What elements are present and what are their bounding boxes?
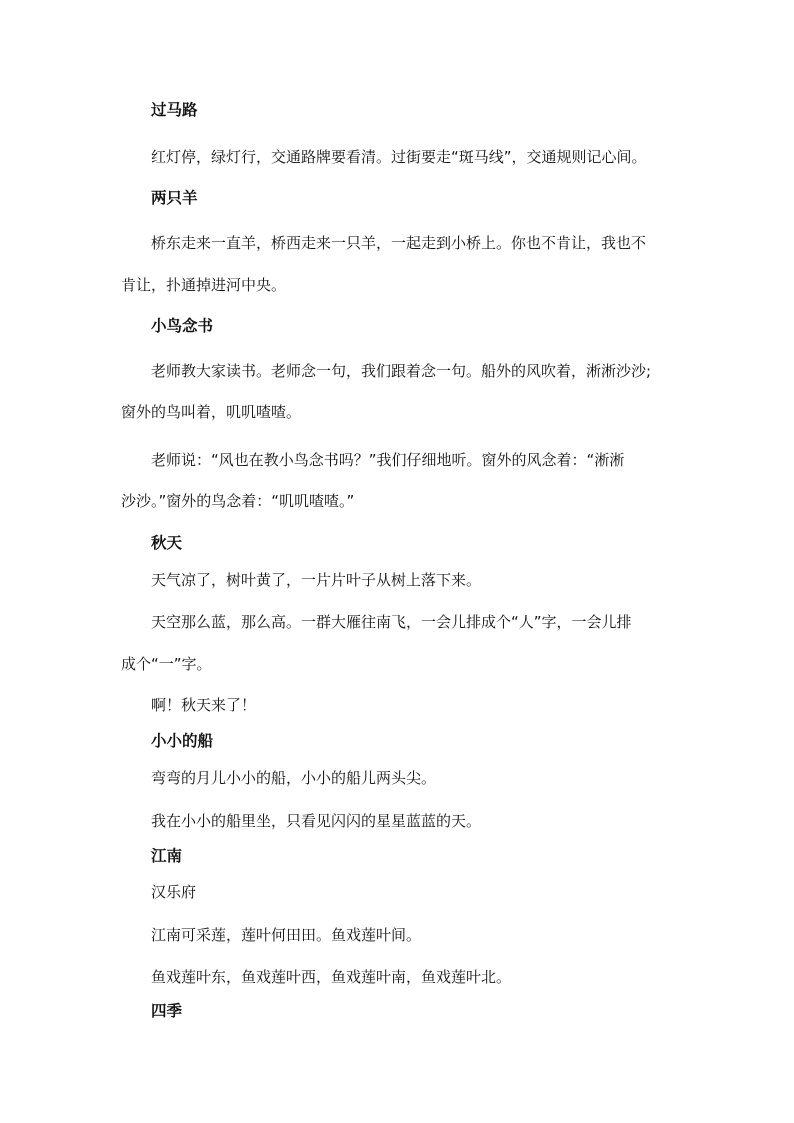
paragraph-line: 老师教大家读书。老师念一句，我们跟着念一句。船外的风吹着，淅淅沙沙; [151,362,652,380]
section-title-jiang-nan: 江南 [151,847,183,865]
section-title-qiu-tian: 秋天 [151,534,183,552]
section-title-liang-zhi-yang: 两只羊 [151,189,198,207]
section-title-guo-ma-lu: 过马路 [151,101,198,119]
section-title-xiao-niao-nian-shu: 小鸟念书 [151,317,214,335]
paragraph-line: 红灯停，绿灯行，交通路牌要看清。过街要走“斑马线”，交通规则记心间。 [151,148,647,166]
paragraph-line: 天空那么蓝，那么高。一群大雁往南飞，一会儿排成个“人”字，一会儿排 [151,613,632,631]
paragraph-line: 啊！秋天来了！ [151,696,257,714]
paragraph-line: 窗外的鸟叫着，叽叽喳喳。 [121,403,302,421]
paragraph-line: 弯弯的月儿小小的船，小小的船儿两头尖。 [151,769,437,787]
paragraph-line: 老师说：“风也在教小鸟念书吗？”我们仔细地听。窗外的风念着：“淅淅 [151,451,625,469]
paragraph-line: 桥东走来一直羊，桥西走来一只羊，一起走到小桥上。你也不肯让，我也不 [151,234,647,252]
paragraph-line: 成个“一”字。 [121,655,212,673]
paragraph-line: 汉乐府 [151,883,197,901]
section-title-xiao-xiao-de-chuan: 小小的船 [151,732,214,750]
section-title-si-ji: 四季 [151,1002,183,1020]
paragraph-line: 肯让，扑通掉进河中央。 [121,276,287,294]
paragraph-line: 沙沙。”窗外的鸟念着：“叽叽喳喳。” [121,492,355,510]
paragraph-line: 江南可采莲，莲叶何田田。鱼戏莲叶间。 [151,926,422,944]
paragraph-line: 鱼戏莲叶东，鱼戏莲叶西，鱼戏莲叶南，鱼戏莲叶北。 [151,968,512,986]
paragraph-line: 我在小小的船里坐，只看见闪闪的星星蓝蓝的天。 [151,812,482,830]
paragraph-line: 天气凉了，树叶黄了，一片片叶子从树上落下来。 [151,571,482,589]
